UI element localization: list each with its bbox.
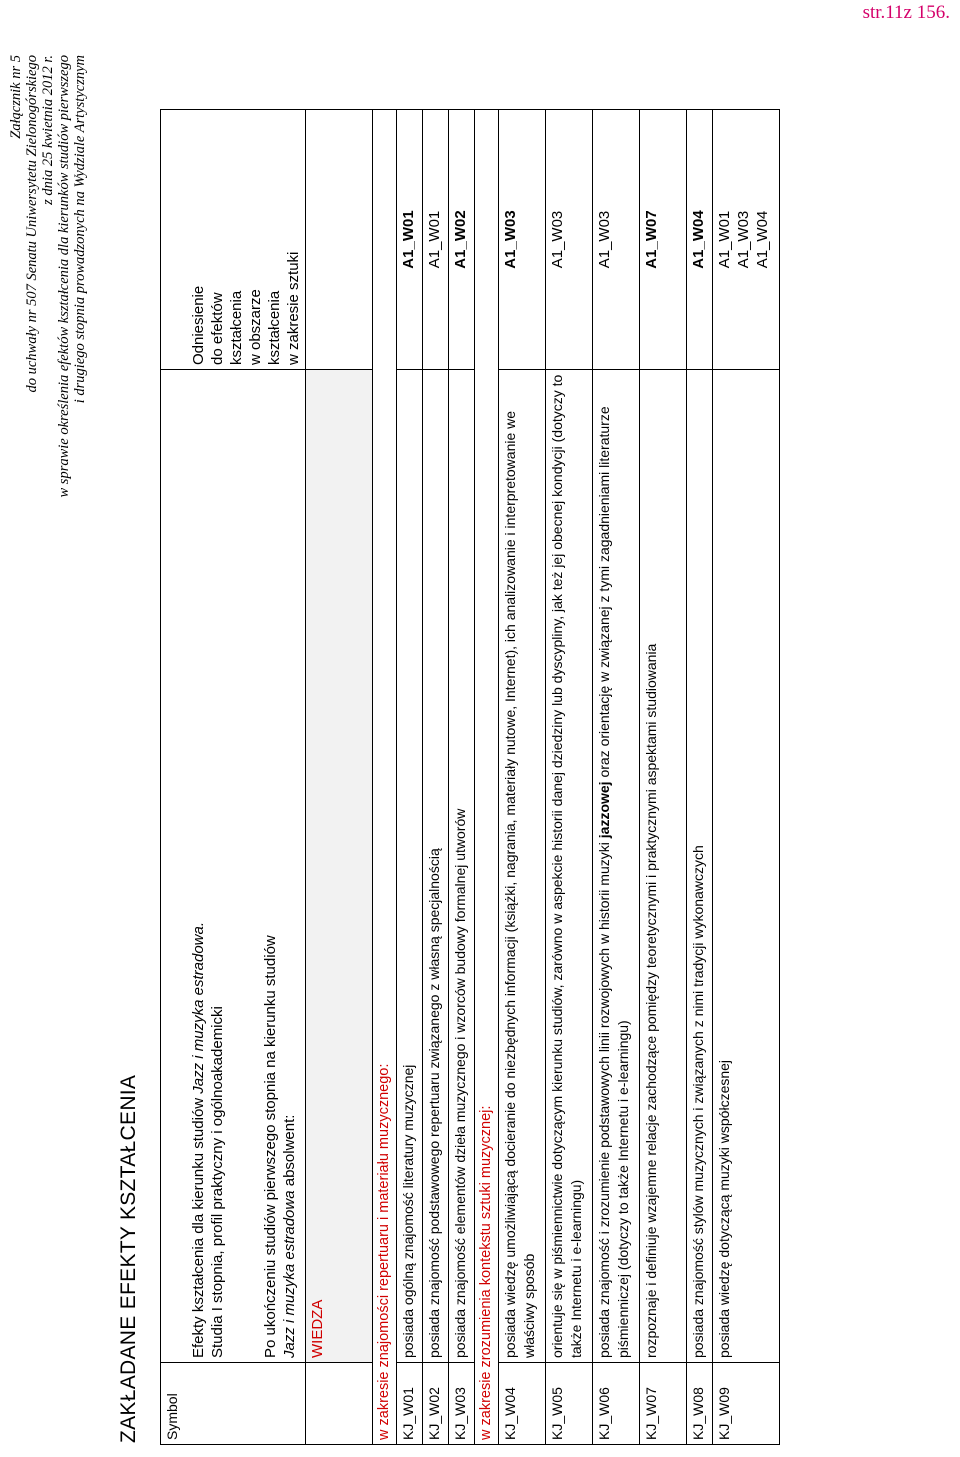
table-row bbox=[397, 110, 423, 1445]
row-text-pre: posiada znajomość i zrozumienie podstawowych linii rozwojowych w historii muzyki bbox=[596, 838, 612, 1358]
row-text: posiada wiedzę dotyczącą muzyki współczesnej bbox=[713, 370, 780, 1363]
desc-head-line4-it: Jazz i muzyka estradowa bbox=[281, 1190, 298, 1358]
spacer bbox=[227, 374, 261, 1358]
row-symbol: KJ_W06 bbox=[593, 1363, 640, 1445]
ref-head-line6: w zakresie sztuki bbox=[285, 251, 302, 365]
page-number: str.11z 156. bbox=[862, 2, 950, 23]
ref-head-line3: kształcenia bbox=[228, 290, 245, 365]
row-symbol: KJ_W03 bbox=[449, 1363, 475, 1445]
row-ref-line: A1_W03 bbox=[735, 210, 752, 269]
table-row bbox=[499, 110, 546, 1445]
table-row bbox=[423, 110, 449, 1445]
header-line-1: Załącznik nr 5 bbox=[8, 55, 24, 139]
attachment-header bbox=[8, 55, 88, 855]
row-text: posiada znajomość stylów muzycznych i związanych z nimi tradycji wykonawczych bbox=[687, 370, 713, 1363]
row-ref: A1_W01 bbox=[397, 110, 423, 370]
row-text: rozpoznaje i definiuje wzajemne relacje zachodzące pomiędzy teoretycznymi i praktycznymi aspektami studiowania bbox=[640, 370, 687, 1363]
row-symbol: KJ_W02 bbox=[423, 1363, 449, 1445]
desc-head-line1-it: Jazz i muzyka estradowa. bbox=[190, 921, 207, 1094]
desc-head-line2: Studia I stopnia, profil praktyczny i ogólnoakademicki bbox=[209, 1006, 226, 1358]
row-ref-line: A1_W01 bbox=[716, 210, 733, 269]
row-symbol: KJ_W04 bbox=[499, 1363, 546, 1445]
group-row bbox=[475, 110, 499, 1445]
desc-head-line3: Po ukończeniu studiów pierwszego stopnia na kierunku studiów bbox=[262, 935, 279, 1358]
row-text: posiada znajomość elementów dzieła muzycznego i wzorców budowy formalnej utworów bbox=[449, 370, 475, 1363]
row-text: orientuje się w piśmiennictwie dotyczącym kierunku studiów, zarówno w aspekcie historii danej dziedziny lub dyscypliny, jak też jej obecnej kondycji (dotyczy to także Internetu i e-learningu) bbox=[546, 370, 593, 1363]
row-ref: A1_W03 bbox=[499, 110, 546, 370]
row-text: posiada ogólną znajomość literatury muzycznej bbox=[397, 370, 423, 1363]
row-ref: A1_W02 bbox=[449, 110, 475, 370]
row-ref: A1_W03 bbox=[546, 110, 593, 370]
row-symbol: KJ_W05 bbox=[546, 1363, 593, 1445]
desc-head-line4-post: absolwent: bbox=[281, 1114, 298, 1191]
section-empty-cell bbox=[306, 1363, 373, 1445]
row-ref: A1_W04 bbox=[687, 110, 713, 370]
table-row bbox=[713, 110, 780, 1445]
table-row bbox=[687, 110, 713, 1445]
row-text-bold: jazzowej bbox=[596, 781, 612, 839]
table-row bbox=[593, 110, 640, 1445]
learning-outcomes-table bbox=[160, 109, 780, 1445]
header-line-5: i drugiego stopnia prowadzonych na Wydziale Artystycznym bbox=[72, 55, 88, 404]
reference-header bbox=[161, 110, 306, 370]
group-row bbox=[373, 110, 397, 1445]
section-empty-cell bbox=[306, 110, 373, 370]
table-row bbox=[449, 110, 475, 1445]
section-title: WIEDZA bbox=[306, 370, 373, 1363]
header-line-2: do uchwały nr 507 Senatu Uniwersytetu Zielonogórskiego bbox=[24, 55, 40, 393]
desc-head-line1-pre: Efekty kształcenia dla kierunku studiów bbox=[190, 1093, 207, 1358]
row-ref: A1_W03 bbox=[593, 110, 640, 370]
ref-head-line2: do efektów bbox=[209, 292, 226, 365]
symbol-header: Symbol bbox=[161, 1363, 306, 1445]
group-title: w zakresie znajomości repertuaru i materiału muzycznego: bbox=[373, 110, 397, 1445]
section-row bbox=[306, 110, 373, 1445]
row-ref: A1_W07 bbox=[640, 110, 687, 370]
row-symbol: KJ_W01 bbox=[397, 1363, 423, 1445]
row-text: posiada znajomość podstawowego repertuaru związanego z własną specjalnością bbox=[423, 370, 449, 1363]
table-header-row bbox=[161, 110, 306, 1445]
row-text bbox=[593, 370, 640, 1363]
ref-head-line4: w obszarze bbox=[247, 289, 264, 365]
row-symbol: KJ_W09 bbox=[713, 1363, 780, 1445]
row-ref-multi bbox=[713, 110, 780, 370]
table-row bbox=[640, 110, 687, 1445]
description-header bbox=[161, 370, 306, 1363]
table-row bbox=[546, 110, 593, 1445]
row-symbol: KJ_W07 bbox=[640, 1363, 687, 1445]
row-ref-line: A1_W04 bbox=[754, 210, 771, 269]
ref-head-line1: Odniesienie bbox=[190, 285, 207, 365]
header-line-4: w sprawie określenia efektów kształcenia dla kierunków studiów pierwszego bbox=[56, 55, 72, 498]
page-title: ZAKŁADANE EFEKTY KSZTAŁCENIA bbox=[117, 1074, 140, 1443]
header-line-3: z dnia 25 kwietnia 2012 r. bbox=[40, 55, 56, 205]
row-ref: A1_W01 bbox=[423, 110, 449, 370]
group-title: w zakresie zrozumienia kontekstu sztuki muzycznej: bbox=[475, 110, 499, 1445]
row-symbol: KJ_W08 bbox=[687, 1363, 713, 1445]
row-text: posiada wiedzę umożliwiającą docieranie do niezbędnych informacji (książki, nagrania, materiały nutowe, Internet), ich analizowanie i interpretowanie we właściwy sposób bbox=[499, 370, 546, 1363]
row-text-post: oraz orientację w związanej z tymi zagadnieniami literaturze piśmienniczej (dotyczy to także Internetu i e-learningu) bbox=[596, 406, 631, 1358]
ref-head-line5: kształcenia bbox=[266, 290, 283, 365]
